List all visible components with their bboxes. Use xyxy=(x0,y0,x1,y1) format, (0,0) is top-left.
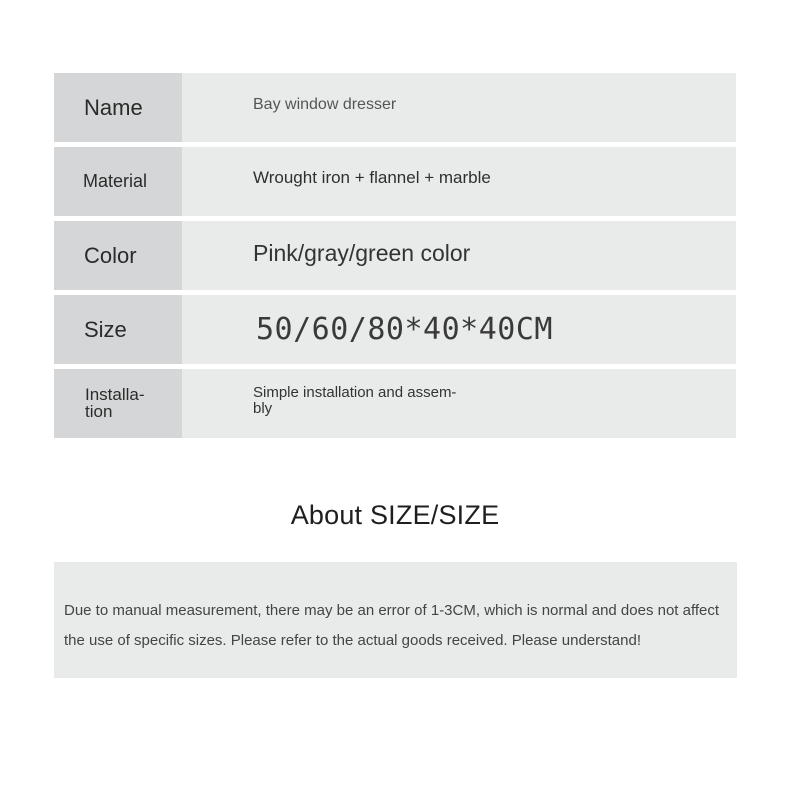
spec-label-installation: Installa- tion xyxy=(54,369,182,438)
spec-value-material: Wrought iron + flannel + marble xyxy=(182,147,736,216)
spec-value-color: Pink/gray/green color xyxy=(182,221,736,290)
spec-value-size: 50/60/80*40*40CM xyxy=(182,295,736,364)
about-size-title: About SIZE/SIZE xyxy=(290,500,500,530)
spec-value-installation-cell xyxy=(182,369,736,438)
measurement-note-text: Due to manual measurement, there may be an error of 1-3CM, which is normal and does not affect the use of specific sizes. Please refer to the actual goods received. Please understand! xyxy=(64,602,720,649)
spec-row-installation xyxy=(54,369,736,438)
spec-label-color: Color xyxy=(54,221,182,290)
spec-row-color xyxy=(54,221,736,290)
spec-value-installation: Simple installation and assem- bly xyxy=(253,384,457,417)
spec-row-name xyxy=(54,73,736,142)
spec-label-material: Material xyxy=(54,147,182,216)
spec-label-name: Name xyxy=(54,73,182,142)
spec-table xyxy=(54,73,736,443)
spec-row-size xyxy=(54,295,736,364)
spec-row-material xyxy=(54,147,736,216)
spec-value-name: Bay window dresser xyxy=(182,73,736,142)
measurement-note xyxy=(54,562,737,678)
spec-label-size: Size xyxy=(54,295,182,364)
